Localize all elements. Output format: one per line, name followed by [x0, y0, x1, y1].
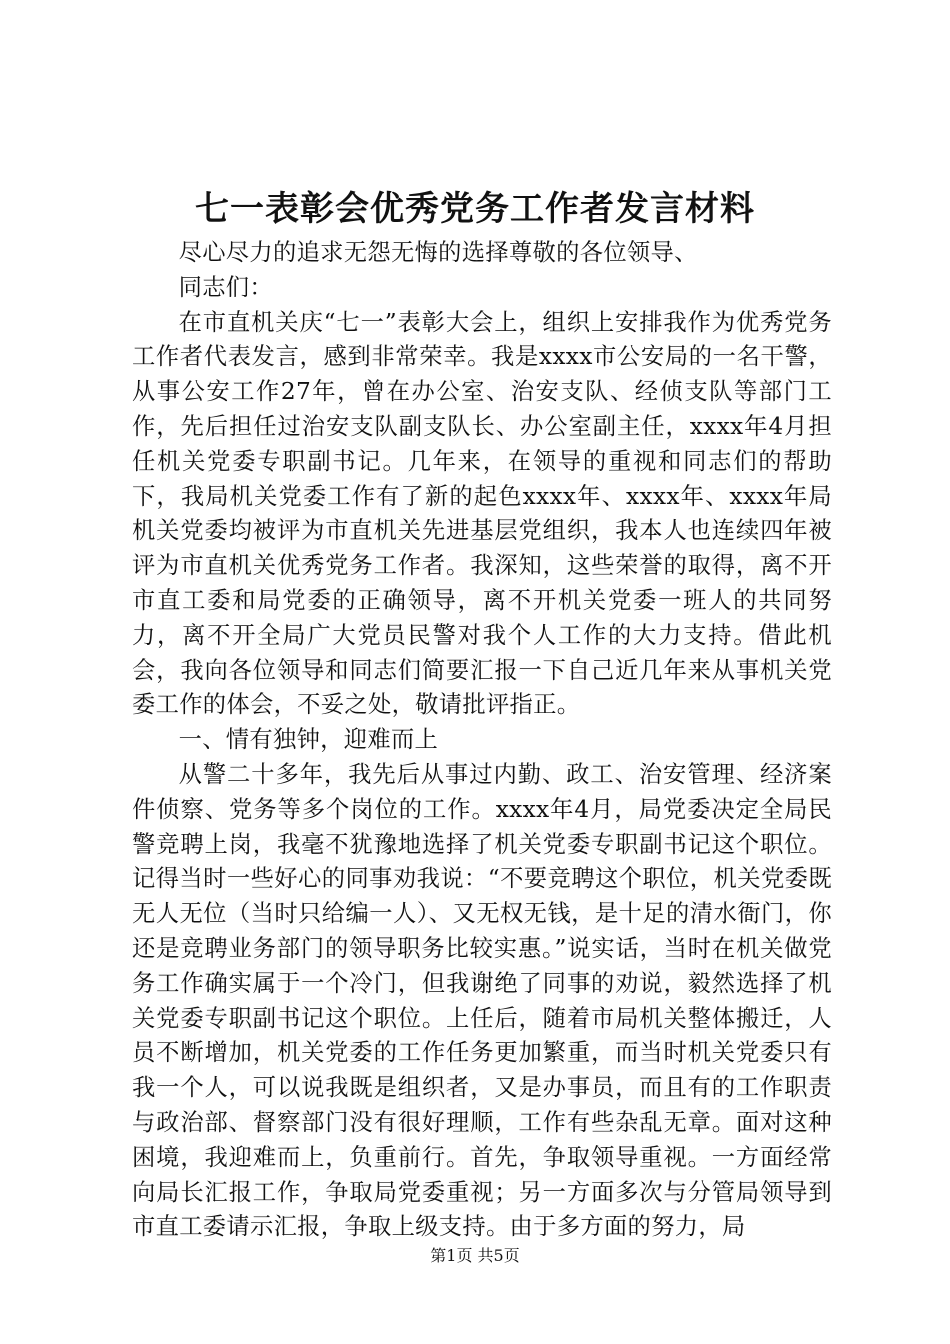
paragraph-intro: 在市直机关庆“七一”表彰大会上，组织上安排我作为优秀党务工作者代表发言，感到非常荣幸。我是xxxx市公安局的一名干警，从事公安工作27年，曾在办公室、治安支队、经侦支队等部门工作，先后担任过治安支队副支队长、办公室副主任，xxxx年4月担任机关党委专职副书记。几年来，在领导的重视和同志们的帮助下，我局机关党委工作有了新的起色xxxx年、xxxx年、xxxx年局机关党委均被评为市直机关先进基层党组织，我本人也连续四年被评为市直机关优秀党务工作者。我深知，这些荣誉的取得，离不开市直工委和局党委的正确领导，离不开机关党委一班人的共同努力，离不开全局广大党员民警对我个人工作的大力支持。借此机会，我向各位领导和同志们简要汇报一下自己近几年来从事机关党委工作的体会，不妥之处，敬请批评指正。	[132, 308, 832, 719]
paragraph-section-1: 从警二十多年，我先后从事过内勤、政工、治安管理、经济案件侦察、党务等多个岗位的工作。xxxx年4月，局党委决定全局民警竞聘上岗，我毫不犹豫地选择了机关党委专职副书记这个职位。记得当时一些好心的同事劝我说：“不要竞聘这个职位，机关党委既无人无位（当时只给编一人）、又无权无钱，是十足的清水衙门，你还是竞聘业务部门的领导职务比较实惠。”说实话，当时在机关做党务工作确实属于一个冷门，但我谢绝了同事的劝说，毅然选择了机关党委专职副书记这个职位。上任后，随着市局机关整体搬迁，人员不断增加，机关党委的工作任务更加繁重，而当时机关党委只有我一个人，可以说我既是组织者，又是办事员，而且有的工作职责与政治部、督察部门没有很好理顺，工作有些杂乱无章。面对这种困境，我迎难而上，负重前行。首先，争取领导重视。一方面经常向局长汇报工作，争取局党委重视；另一方面多次与分管局领导到市直工委请示汇报，争取上级支持。由于多方面的努力，局	[132, 760, 832, 1241]
subtitle-line: 尽心尽力的追求无怨无悔的选择尊敬的各位领导、	[178, 239, 698, 266]
greeting-line: 同志们：	[178, 273, 273, 301]
page-number-footer: 第1页 共5页	[430, 1246, 520, 1265]
section-heading-1: 一、情有独钟，迎难而上	[178, 726, 439, 754]
document-title: 七一表彰会优秀党务工作者发言材料	[195, 189, 755, 229]
document-body	[132, 236, 832, 1245]
